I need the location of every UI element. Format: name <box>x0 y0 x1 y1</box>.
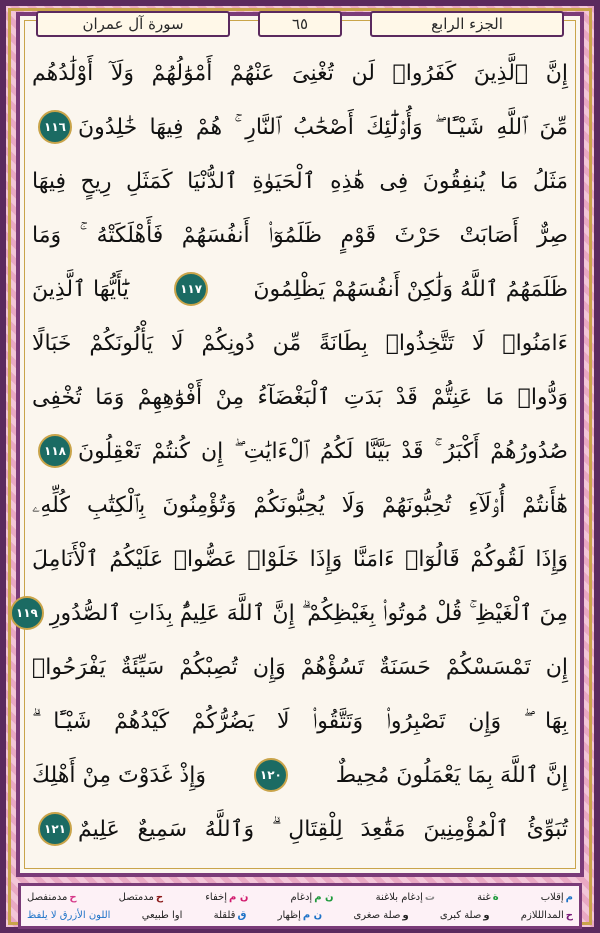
ayah-number-marker: ١١٨ <box>38 434 72 468</box>
legend-item <box>119 892 163 903</box>
legend-label: مدمتصل <box>118 891 154 903</box>
verse-text: ءَامَنُوا۟ لَا تَتَّخِذُوا۟ بِطَانَةً مِّن دُونِكُمْ لَا يَأْلُونَكُمْ خَبَالًا <box>32 330 568 356</box>
legend-item <box>521 910 573 921</box>
legend-label: المدالللازم <box>520 909 564 921</box>
legend-mark: و <box>483 909 490 921</box>
legend-label: قلقلة <box>213 909 236 921</box>
text-line <box>32 370 568 424</box>
legend-mark: ن م <box>302 909 323 921</box>
page-number: ٦٥ <box>258 11 342 37</box>
ayah-number-marker: ١١٩ <box>10 596 44 630</box>
legend-mark: ح <box>565 909 573 921</box>
page-header <box>36 10 564 38</box>
legend-mark: ن م <box>229 891 249 903</box>
legend-row <box>27 910 573 921</box>
ayah-number-marker: ١١٦ <box>38 110 72 144</box>
legend-item <box>27 892 77 903</box>
legend-item <box>440 910 490 921</box>
legend-item <box>541 892 573 903</box>
legend-item <box>205 892 248 903</box>
legend-mark: م <box>565 891 573 903</box>
text-line <box>32 46 568 100</box>
legend-label: مدمنفصل <box>27 891 68 903</box>
text-line <box>32 208 568 262</box>
legend-mark: ة <box>492 891 499 903</box>
text-line <box>32 424 568 478</box>
verse-text: مِّنَ ٱللَّهِ شَيْـًٔا ۖ وَأُو۟لَٰٓئِكَ أَصْحَٰبُ ٱلنَّارِ ۚ هُمْ فِيهَا خَٰلِدُونَ <box>78 114 568 140</box>
text-line <box>32 316 568 370</box>
ayah-number-marker: ١٢١ <box>38 812 72 846</box>
legend-label: إدغام <box>290 891 313 903</box>
legend-item <box>142 910 183 921</box>
text-line <box>32 262 568 316</box>
legend-label: اللون الأزرق لا يلفظ <box>27 909 111 921</box>
text-line <box>32 694 568 748</box>
legend-label: صلة كبرى <box>439 909 482 921</box>
ayah-number-marker: ١٢٠ <box>254 758 288 792</box>
legend-item <box>353 910 408 921</box>
legend-label: إدغام بلاغنة <box>375 891 423 903</box>
text-line <box>32 478 568 532</box>
verse-text: مَثَلُ مَا يُنفِقُونَ فِى هَٰذِهِ ٱلْحَيَوٰةِ ٱلدُّنْيَا كَمَثَلِ رِيحٍ فِيهَا <box>32 168 568 194</box>
legend-mark: ت <box>424 891 435 903</box>
verse-text-continued: وَإِذْ غَدَوْتَ مِنْ أَهْلِكَ <box>32 762 206 788</box>
legend-mark: ح <box>155 891 164 903</box>
legend-item <box>376 892 435 903</box>
text-line <box>32 802 568 856</box>
verse-text: مِنَ ٱلْغَيْظِ ۚ قُلْ مُوتُوا۟ بِغَيْظِكُمْ ۗ إِنَّ ٱللَّهَ عَلِيمٌۢ بِذَاتِ ٱلصُّدُورِ <box>49 600 568 626</box>
legend-mark: ح <box>69 891 77 903</box>
verse-text-continued: يَٰٓأَيُّهَا ٱلَّذِينَ <box>32 276 129 302</box>
verse-text: صُدُورُهُمْ أَكْبَرُ ۚ قَدْ بَيَّنَّا لَكُمُ ٱلْءَايَٰتِ ۖ إِن كُنتُمْ تَعْقِلُونَ <box>78 438 568 464</box>
verse-text: إِن تَمْسَسْكُمْ حَسَنَةٌ تَسُؤْهُمْ وَإِن تُصِبْكُمْ سَيِّئَةٌ يَفْرَحُوا۟ <box>32 654 568 680</box>
verse-text: صِرٌّ أَصَابَتْ حَرْثَ قَوْمٍ ظَلَمُوٓا۟ أَنفُسَهُمْ فَأَهْلَكَتْهُ ۚ وَمَا <box>32 222 568 248</box>
verse-text: وَدُّوا۟ مَا عَنِتُّمْ قَدْ بَدَتِ ٱلْبَغْضَآءُ مِنْ أَفْوَٰهِهِمْ وَمَا تُخْفِى <box>32 384 568 410</box>
legend-item <box>278 910 323 921</box>
legend-item <box>27 910 110 921</box>
verse-text: إِنَّ ٱلَّذِينَ كَفَرُوا۟ لَن تُغْنِىَ عَنْهُمْ أَمْوَٰلُهُمْ وَلَآ أَوْلَٰدُهُم <box>32 60 568 86</box>
legend-item <box>290 892 333 903</box>
legend-label: إقلاب <box>540 891 564 903</box>
text-line <box>32 640 568 694</box>
verse-text: وَإِذَا لَقُوكُمْ قَالُوٓا۟ ءَامَنَّا وَإِذَا خَلَوْا۟ عَضُّوا۟ عَلَيْكُمُ ٱلْأَنَامِلَ <box>32 546 568 572</box>
text-line <box>32 154 568 208</box>
quran-text <box>15 46 568 886</box>
verse-text: إِنَّ ٱللَّهَ بِمَا يَعْمَلُونَ مُحِيطٌ <box>335 762 568 788</box>
juz-name: الجزء الرابع <box>370 11 564 37</box>
legend-mark: ن م <box>314 891 334 903</box>
legend-mark: و <box>402 909 409 921</box>
legend-row <box>27 892 573 903</box>
tajweed-legend <box>18 883 582 929</box>
legend-label: إخفاء <box>205 891 228 903</box>
legend-item <box>214 910 247 921</box>
ayah-number-marker: ١١٧ <box>174 272 208 306</box>
verse-text: ظَلَمَهُمُ ٱللَّهُ وَلَٰكِنْ أَنفُسَهُمْ يَظْلِمُونَ <box>253 276 568 302</box>
legend-label: غنة <box>477 891 491 903</box>
legend-item <box>477 892 499 903</box>
text-line <box>32 532 568 586</box>
legend-label: إظهار <box>277 909 301 921</box>
verse-text: بِهَا ۖ وَإِن تَصْبِرُوا۟ وَتَتَّقُوا۟ لَا يَضُرُّكُمْ كَيْدُهُمْ شَيْـًٔا ۗ <box>32 708 568 734</box>
verse-text: تُبَوِّئُ ٱلْمُؤْمِنِينَ مَقَٰعِدَ لِلْقِتَالِ ۗ وَٱللَّهُ سَمِيعٌ عَلِيمٌ <box>78 816 568 842</box>
surah-name: سورة آل عمران <box>36 11 230 37</box>
legend-label: اوا طبيعي <box>141 909 183 921</box>
verse-text: هَٰٓأَنتُمْ أُو۟لَآءِ تُحِبُّونَهُمْ وَلَا يُحِبُّونَكُمْ وَتُؤْمِنُونَ بِٱلْكِتَٰبِ كُلِّهِۦ <box>32 492 568 518</box>
text-line <box>15 586 568 640</box>
text-line <box>32 100 568 154</box>
legend-mark: ق <box>237 909 247 921</box>
text-line <box>32 748 568 802</box>
legend-label: صلة صغرى <box>353 909 401 921</box>
